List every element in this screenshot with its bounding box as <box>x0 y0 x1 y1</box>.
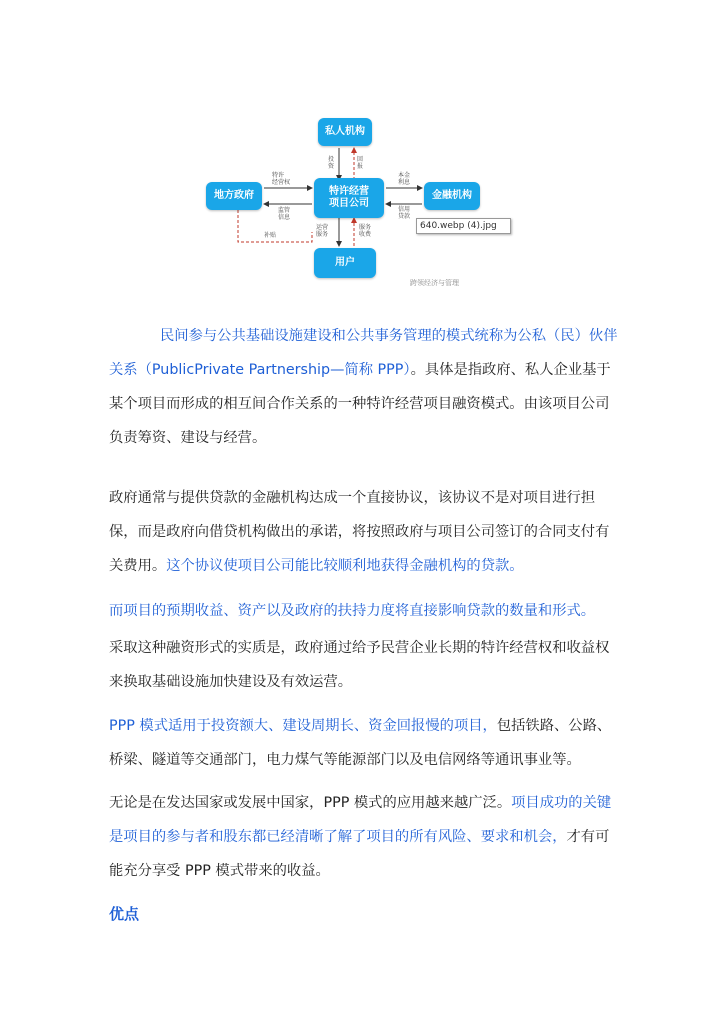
ppp-diagram <box>204 108 512 302</box>
box-finance: 金融机构 <box>424 182 480 210</box>
p6-blue: 项目成功的关键是项目的参与者和股东都已经清晰了解了项目的所有风险、要求和机会， <box>109 795 612 845</box>
label-credit: 信用 贷款 <box>398 206 411 220</box>
image-filename-tooltip: 640.webp (4).jpg <box>416 218 511 234</box>
label-operate: 运营 服务 <box>316 224 329 238</box>
paragraph-1 <box>109 319 619 455</box>
box-user: 用户 <box>314 248 376 278</box>
p3-blue: 而项目的预期收益、资产以及政府的扶持力度将直接影响贷款的数量和形式。 <box>109 603 596 619</box>
label-subsidy: 补贴 <box>264 232 277 239</box>
p6-black2: 才有可能充分享受 PPP 模式带来的收益。 <box>109 829 610 879</box>
p1-blue: 民间参与公共基础设施建设和公共事务管理的模式统称为公私（民）伙伴关系（PublicPrivate Partnership—简称 PPP） <box>109 328 618 378</box>
paragraph-5 <box>109 709 619 777</box>
label-supervise: 监管 信息 <box>278 207 291 221</box>
label-return: 回 报 <box>357 156 364 170</box>
company-line2: 项目公司 <box>329 198 369 209</box>
label-fee: 服务 收费 <box>359 224 372 238</box>
paragraph-6 <box>109 786 619 888</box>
box-private: 私人机构 <box>318 118 372 146</box>
paragraph-2 <box>109 481 619 583</box>
label-principal: 本金 利息 <box>398 172 411 186</box>
box-government: 地方政府 <box>206 182 262 210</box>
p5-black: 包括铁路、公路、桥梁、隧道等交通部门，电力煤气等能源部门以及电信网络等通讯事业等。 <box>109 718 612 768</box>
box-company <box>314 178 384 218</box>
label-invest: 投 资 <box>328 156 335 170</box>
p5-blue: PPP 模式适用于投资额大、建设周期长、资金回报慢的项目， <box>109 718 497 734</box>
p6-black: 无论是在发达国家或发展中国家，PPP 模式的应用越来越广泛。 <box>109 795 512 811</box>
p2-black: 政府通常与提供贷款的金融机构达成一个直接协议，该协议不是对项目进行担保，而是政府向借贷机构做出的承诺，将按照政府与项目公司签订的合同支付有关费用。 <box>109 490 610 574</box>
diagram-watermark: 跨领经济与管理 <box>410 279 459 287</box>
label-franchise: 特许 经营权 <box>272 172 291 186</box>
p2-blue: 这个协议使项目公司能比较顺利地获得金融机构的贷款。 <box>166 558 524 574</box>
company-line1: 特许经营 <box>329 186 369 197</box>
paragraph-3 <box>109 594 619 628</box>
p4-black: 采取这种融资形式的实质是，政府通过给予民营企业长期的特许经营权和收益权来换取基础设施加快建设及有效运营。 <box>109 640 610 690</box>
paragraph-4 <box>109 631 619 699</box>
section-heading: 优点 <box>109 905 140 923</box>
p1-black: 。具体是指政府、私人企业基于某个项目而形成的相互间合作关系的一种特许经营项目融资模式。由该项目公司负责筹资、建设与经营。 <box>109 362 611 446</box>
